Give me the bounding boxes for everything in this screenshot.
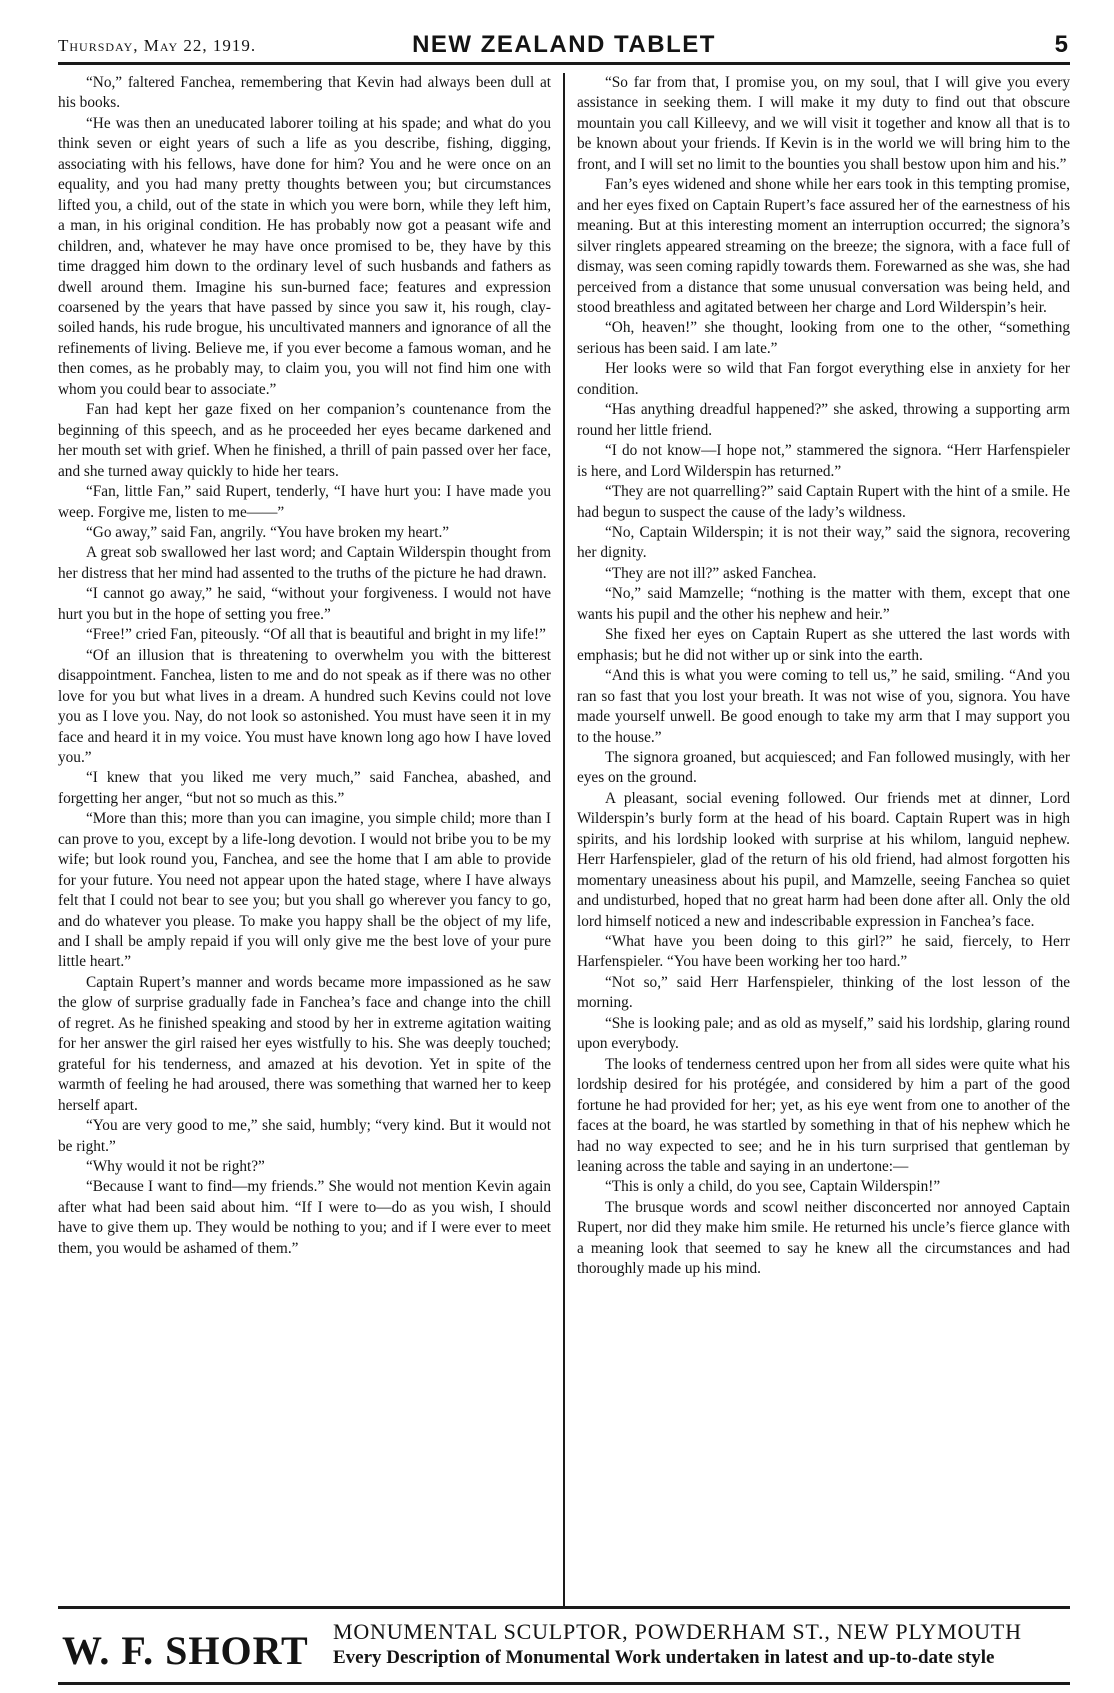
advertiser-name: W. F. SHORT	[62, 1628, 309, 1673]
paragraph: “No, Captain Wilderspin; it is not their way,” said the signora, recovering her dignity.	[576, 523, 1070, 562]
article-body	[58, 73, 1070, 1606]
paragraph: Her looks were so wild that Fan forgot everything else in anxiety for her condition.	[576, 360, 1070, 398]
paragraph: “And this is what you were coming to tell us,” he said, smiling. “And you ran so fast that you lost your breath. It was not wise of you, signora. You have made yourself unwell. Be good enough to take my arm that I may support you to the house.”	[576, 667, 1070, 746]
paragraph: Captain Rupert’s manner and words became more impassioned as he saw the glow of surprise gradually fade in Fanchea’s face and change into the chill of regret. As he finished speaking and stood by her in extreme agitation waiting for her answer the girl raised her eyes wistfully to his. She was deeply touched; grateful for his tenderness, and amazed at his devotion. Yet in spite of the warmth of feeling he had aroused, there was something that warned her to keep herself apart.	[58, 973, 552, 1114]
paragraph: “So far from that, I promise you, on my soul, that I will give you every assistance in seeking them. I will make it my duty to find out that obscure mountain you call Killeevy, and we will visit it together and know all that is to be known about your friends. If Kevin is in the world we will bring him to the front, and I will set no limit to the bounties you shall bestow upon him and his.”	[576, 74, 1070, 173]
paragraph: “Because I want to find—my friends.” She would not mention Kevin again after what had been said about him. “If I were to—do as you wish, I should have to give them up. They would be nothing to you; and if I were ever to meet them, you would be ashamed of them.”	[58, 1178, 552, 1257]
paragraph: “He was then an uneducated laborer toiling at his spade; and what do you think seven or eight years of such a life as you describe, fishing, digging, associating with his fellows, have done for him? You and he were once on an equality, and you had many pretty thoughts between you; but circumstances lifted you, a child, out of the state in which you were born, while they left him, a man, in his original condition. He has probably now got a peasant wife and children, and, whatever he may have once promised to be, they have by this time dragged him down to the ordinary level of such husbands and fathers as dwell around them. Imagine his sun-burned face; features and expression coarsened by the years that have passed by since you saw it, his rough, clay-soiled hands, his rude brogue, his uncultivated manners and ignorance of all the refinements of living. Believe me, if you ever become a famous woman, and he then comes, as he probably may, to claim you, you will not find him one with whom you could bear to associate.”	[58, 114, 552, 398]
paragraph: “You are very good to me,” she said, humbly; “very kind. But it would not be right.”	[58, 1117, 552, 1155]
masthead-title: NEW ZEALAND TABLET	[412, 31, 716, 58]
paragraph: “Fan, little Fan,” said Rupert, tenderly, “I have hurt you: I have made you weep. Forgive me, listen to me——”	[58, 483, 552, 521]
paragraph: “More than this; more than you can imagine, you simple child; more than I can prove to you, except by a life-long devotion. I would not bribe you to be my wife; but look round you, Fanchea, and see the home that I am able to provide for your future. You need not appear upon the hated stage, where I have always felt that I could not bear to see you; but you shall go wherever you fancy to go, and do whatever you please. To make you happy shall be the object of my life, and I shall be amply repaid if you will only give me the best love of your pure little heart.”	[58, 810, 552, 971]
advertisement-banner	[58, 1606, 1070, 1693]
paragraph: “I knew that you liked me very much,” said Fanchea, abashed, and forgetting her anger, “but not so much as this.”	[58, 769, 552, 807]
paragraph: “Oh, heaven!” she thought, looking from one to the other, “something serious has been said. I am late.”	[576, 319, 1070, 357]
text-column-right	[577, 73, 1070, 1606]
paragraph: “Of an illusion that is threatening to overwhelm you with the bitterest disappointment. Fanchea, listen to me and do not speak as if there was no other love for you but what lives in a dream. A hundred such Kevins could not love you as I love you. Nay, do not look so astonished. You must have seen it in my face and heard it in my voice. You must have known long ago how I have loved you.”	[58, 646, 552, 766]
paragraph: She fixed her eyes on Captain Rupert as she uttered the last words with emphasis; but he did not wither up or sink into the earth.	[576, 626, 1070, 664]
paragraph: Fan’s eyes widened and shone while her ears took in this tempting promise, and her eyes fixed on Captain Rupert’s face assured her of the earnestness of his meaning. But at this interesting moment an interruption occurred; the signora’s silver ringlets appeared streaming on the breeze; the signora, with a face full of dismay, was seen coming rapidly towards them. Forewarned as she was, she had perceived from a distance that some unusual conversation was being held, and stood breathless and agitated between her charge and Lord Wilderspin’s heir.	[576, 176, 1070, 316]
issue-date: Thursday, May 22, 1919.	[58, 36, 257, 55]
bottom-rule	[58, 1682, 1070, 1685]
paragraph: “I do not know—I hope not,” stammered the signora. “Herr Harfenspieler is here, and Lord Wilderspin has returned.”	[576, 442, 1070, 480]
paragraph: The signora groaned, but acquiesced; and Fan followed musingly, with her eyes on the ground.	[576, 748, 1070, 787]
paragraph: “She is looking pale; and as old as myself,” said his lordship, glaring round upon everybody.	[576, 1014, 1070, 1053]
paragraph: “Free!” cried Fan, piteously. “Of all that is beautiful and bright in my life!”	[86, 626, 546, 644]
paragraph: Fan had kept her gaze fixed on her companion’s countenance from the beginning of this speech, and as he proceeded her eyes became darkened and her mouth set with grief. When he finished, a thrill of pain passed over her face, and she turned away quickly to hide her tears.	[58, 401, 552, 480]
page-header	[58, 28, 1070, 65]
column-divider	[563, 73, 565, 1606]
paragraph: “This is only a child, do you see, Captain Wilderspin!”	[604, 1178, 941, 1196]
paragraph: “Go away,” said Fan, angrily. “You have broken my heart.”	[86, 523, 450, 541]
paragraph: “What have you been doing to this girl?” he said, fiercely, to Herr Harfenspieler. “You have been working her too hard.”	[576, 933, 1070, 971]
paragraph: “I cannot go away,” he said, “without your forgiveness. I would not have hurt you but in the hope of setting you free.”	[58, 585, 552, 623]
paragraph: “They are not quarrelling?” said Captain Rupert with the hint of a smile. He had begun to suspect the cause of the lady’s wildness.	[576, 483, 1070, 521]
advertiser-tagline: Every Description of Monumental Work undertaken in latest and up-to-date style	[333, 1647, 995, 1668]
advertiser-trade-address: MONUMENTAL SCULPTOR, POWDERHAM ST., NEW PLYMOUTH	[333, 1619, 1022, 1644]
paragraph: The looks of tenderness centred upon her from all sides were quite what his lordship desired for his protégée, and considered by him a part of the good fortune he had provided for her; yet, as his eye went from one to another of the faces at the board, he was startled by something in that of his nephew which he had no way expected to see; and he in his turn surprised that gentleman by leaning across the table and saying in an undertone:—	[576, 1055, 1070, 1176]
text-column-left	[58, 73, 551, 1606]
paragraph: A pleasant, social evening followed. Our friends met at dinner, Lord Wilderspin’s burly form at the head of his board. Captain Rupert was in high spirits, and his lordship looked with surprise at his whilom, languid nephew. Herr Harfenspieler, glad of the return of his old friend, had almost forgotten his momentary uneasiness about his pupil, and Mamzelle, seeing Fanchea so quiet and undisturbed, hoped that no great harm had been done after all. Only the old lord himself noticed a new and indescribable expression in Fanchea’s face.	[576, 789, 1070, 930]
paragraph: “Has anything dreadful happened?” she asked, throwing a supporting arm round her little friend.	[576, 401, 1070, 439]
paragraph: “They are not ill?” asked Fanchea.	[604, 564, 817, 582]
paragraph: “Why would it not be right?”	[86, 1158, 265, 1176]
paragraph: A great sob swallowed her last word; and Captain Wilderspin thought from her distress that her mind had assented to the truths of the picture he had drawn.	[58, 544, 552, 582]
paragraph: “Not so,” said Herr Harfenspieler, thinking of the lost lesson of the morning.	[576, 973, 1070, 1012]
paragraph: “No,” said Mamzelle; “nothing is the matter with them, except that one wants his pupil and the other his nephew and heir.”	[576, 585, 1070, 623]
paragraph: “No,” faltered Fanchea, remembering that Kevin had always been dull at his books.	[58, 74, 552, 112]
paragraph: The brusque words and scowl neither disconcerted nor annoyed Captain Rupert, nor did they make him smile. He returned his uncle’s fierce glance with a meaning look that seemed to say he knew all the circumstances and had thoroughly made up his mind.	[576, 1198, 1070, 1278]
page-number: 5	[1054, 31, 1068, 58]
